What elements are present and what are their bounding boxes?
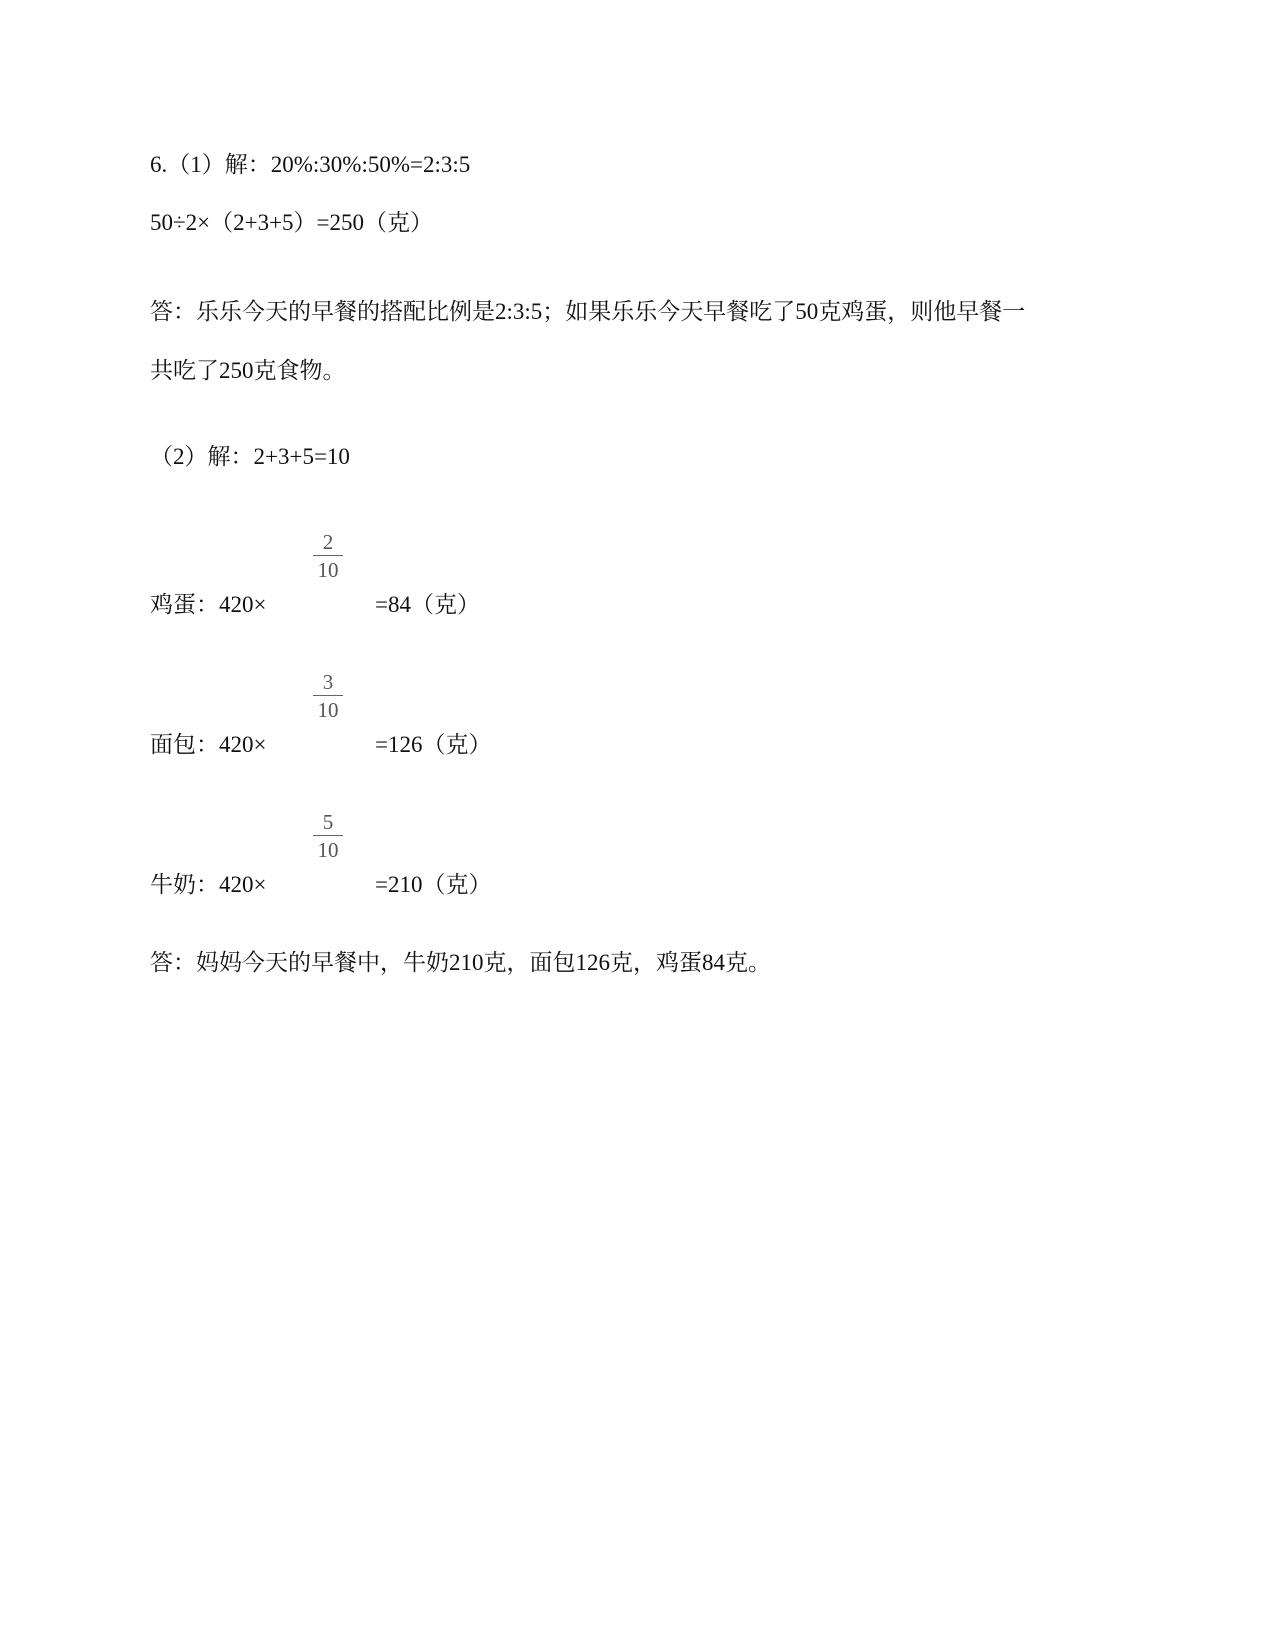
- egg-fraction-numerator: 2: [322, 530, 334, 554]
- milk-fraction: [313, 810, 343, 862]
- part1-solution-line: 6.（1）解：20%:30%:50%=2:3:5: [150, 152, 471, 177]
- bread-fraction: [313, 670, 343, 722]
- part1-calculation-line: 50÷2×（2+3+5）=250（克）: [150, 210, 434, 235]
- egg-result: =84（克）: [375, 592, 480, 617]
- milk-label: 牛奶：420×: [150, 872, 267, 897]
- bread-fraction-numerator: 3: [322, 670, 334, 694]
- bread-result: =126（克）: [375, 732, 492, 757]
- bread-calculation-row: [150, 670, 750, 760]
- egg-fraction: [313, 530, 343, 582]
- milk-fraction-denominator: 10: [317, 838, 339, 862]
- fraction-bar: [313, 835, 343, 836]
- part2-answer-line: 答：妈妈今天的早餐中，牛奶210克，面包126克，鸡蛋84克。: [150, 950, 771, 975]
- egg-calculation-row: [150, 530, 750, 620]
- milk-calculation-row: [150, 810, 750, 900]
- fraction-bar: [313, 695, 343, 696]
- milk-fraction-numerator: 5: [322, 810, 334, 834]
- fraction-bar: [313, 555, 343, 556]
- part2-solution-line: （2）解：2+3+5=10: [150, 444, 350, 469]
- part1-answer-line-1: 答：乐乐今天的早餐的搭配比例是2:3:5；如果乐乐今天早餐吃了50克鸡蛋，则他早餐一: [150, 299, 1026, 324]
- part1-answer-line-2: 共吃了250克食物。: [150, 358, 346, 383]
- egg-label: 鸡蛋：420×: [150, 592, 267, 617]
- bread-label: 面包：420×: [150, 732, 267, 757]
- bread-fraction-denominator: 10: [317, 698, 339, 722]
- milk-result: =210（克）: [375, 872, 492, 897]
- egg-fraction-denominator: 10: [317, 558, 339, 582]
